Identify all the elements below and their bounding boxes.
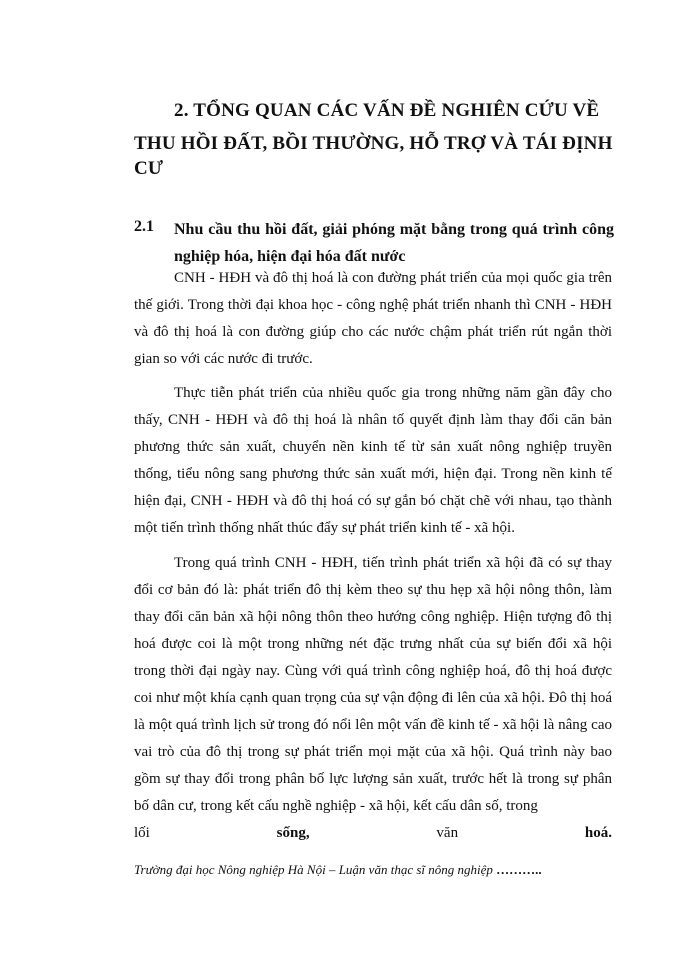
last-line-word: lối (134, 825, 150, 841)
section-title: Nhu cầu thu hồi đất, giải phóng mặt bằng trong quá trình công nghiệp hóa, hiện đại hóa đất nước (174, 221, 614, 265)
heading-line-2: THU HỒI ĐẤT, BỒI THƯỜNG, HỖ TRỢ VÀ TÁI ĐỊNH (134, 133, 613, 154)
footer-text: Trường đại học Nông nghiệp Hà Nội – Luận văn thạc sĩ nông nghiệp (134, 862, 493, 877)
paragraph-3-last-line (134, 820, 612, 847)
last-line-word: văn (436, 825, 459, 841)
paragraph-1: CNH - HĐH và đô thị hoá là con đường phát triển của mọi quốc gia trên thế giới. Trong thời đại khoa học - công nghệ phát triển nhanh thì CNH - HĐH và đô thị hoá là con đường giúp cho các nước chậm phát triển rút ngắn thời gian so với các nước đi trước. (134, 270, 612, 367)
last-line-word: sống, (276, 825, 310, 841)
last-line-word: hoá. (584, 825, 612, 841)
heading-line-1: 2. TỔNG QUAN CÁC VẤN ĐỀ NGHIÊN CỨU VỀ (174, 100, 600, 121)
section-number: 2.1 (134, 218, 154, 235)
paragraph-2: Thực tiễn phát triển của nhiều quốc gia trong những năm gần đây cho thấy, CNH - HĐH và đô thị hoá là nhân tố quyết định làm thay đổi căn bản phương thức sản xuất, chuyển nền kinh tế từ sản xuất nông nghiệp truyền thống, tiểu nông sang phương thức sản xuất mới, hiện đại. Trong nền kinh tế hiện đại, CNH - HĐH và đô thị hoá có sự gắn bó chặt chẽ với nhau, tạo thành một tiến trình thống nhất thúc đẩy sự phát triển kinh tế - xã hội. (134, 385, 612, 536)
footer-dots: ……….. (496, 862, 542, 877)
paragraph-3 (134, 550, 612, 847)
heading-line-3: CƯ (134, 158, 164, 179)
paragraph-3-text: Trong quá trình CNH - HĐH, tiến trình phát triển xã hội đã có sự thay đổi cơ bản đó là: phát triển đô thị kèm theo sự thu hẹp xã hội nông thôn, làm thay đổi căn bản xã hội nông thôn theo hướng công nghiệp. Hiện tượng đô thị hoá được coi là một trong những nét đặc trưng nhất của sự biến đổi xã hội trong thời đại ngày nay. Cùng với quá trình công nghiệp hoá, đô thị hoá được coi như một khía cạnh quan trọng của sự vận động đi lên của xã hội. Đô thị hoá là một quá trình lịch sử trong đó nổi lên một vấn đề kinh tế - xã hội là nâng cao vai trò của đô thị trong sự phát triển mọi mặt của xã hội. Quá trình này bao gồm sự thay đổi trong phân bố lực lượng sản xuất, trước hết là trong sự phân bố dân cư, trong kết cấu nghề nghiệp - xã hội, kết cấu dân số, trong (134, 555, 612, 814)
page-footer (134, 862, 542, 878)
